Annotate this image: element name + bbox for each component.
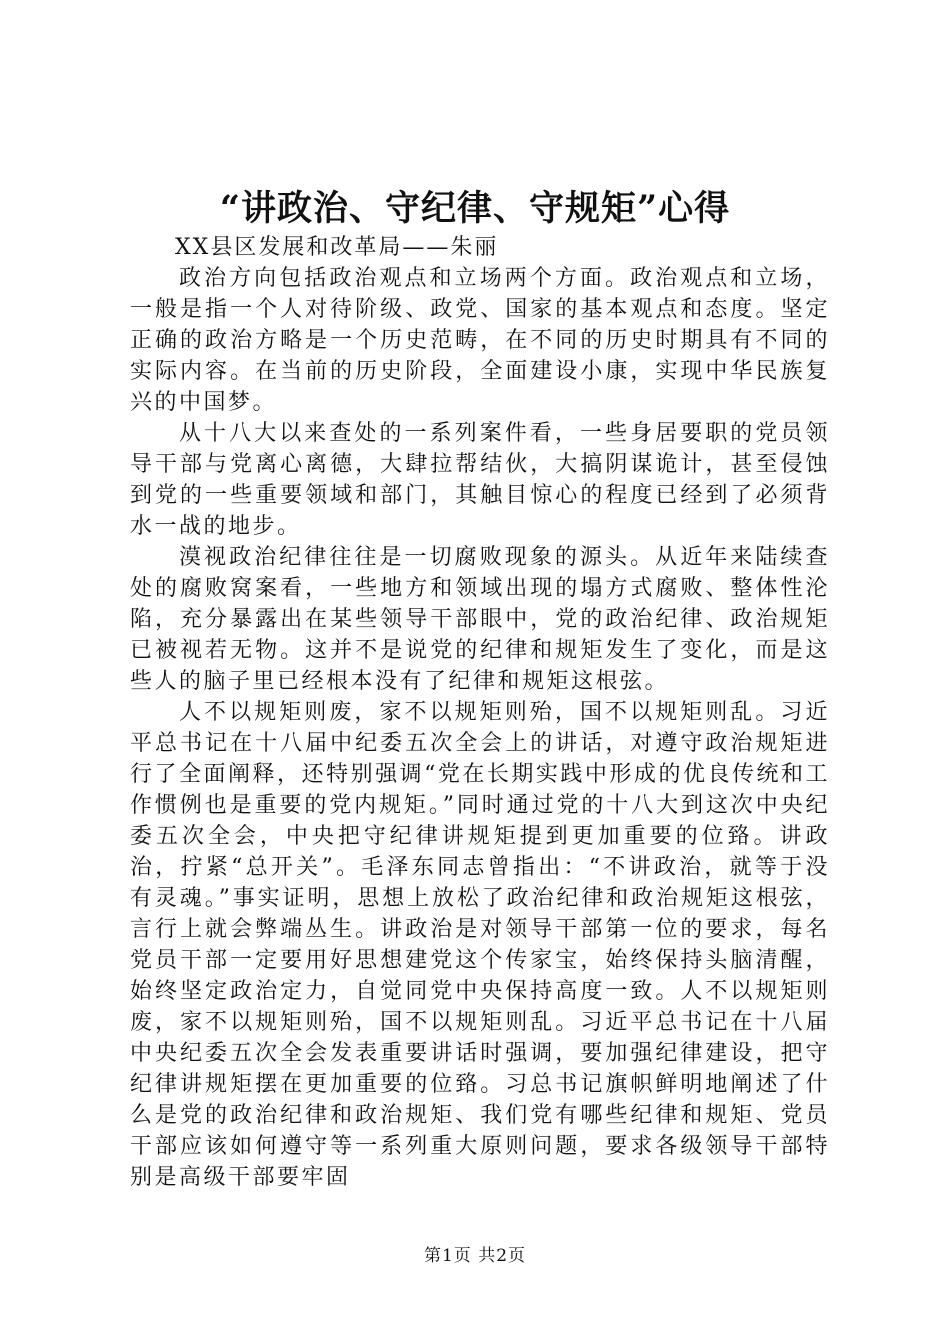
paragraph-1: 政治方向包括政治观点和立场两个方面。政治观点和立场，一般是指一个人对待阶级、政党、国家的基本观点和态度。坚定正确的政治方略是一个历史范畴，在不同的历史时期具有不同的实际内容。在当前的历史阶段，全面建设小康，实现中华民族复兴的中国梦。: [130, 266, 830, 415]
document-body: [130, 232, 830, 1193]
paragraph-4: 人不以规矩则废，家不以规矩则殆，国不以规矩则乱。习近平总书记在十八届中纪委五次全会上的讲话，对遵守政治规矩进行了全面阐释，还特别强调“党在长期实践中形成的优良传统和工作惯例也是重要的党内规矩。”同时通过党的十八大到这次中央纪委五次全会，中央把守纪律讲规矩提到更加重要的位臵。讲政治，拧紧“总开关”。毛泽东同志曾指出：“不讲政治，就等于没有灵魂。”事实证明，思想上放松了政治纪律和政治规矩这根弦，言行上就会弊端丛生。讲政治是对领导干部第一位的要求，每名党员干部一定要用好思想建党这个传家宝，始终保持头脑清醒，始终坚定政治定力，自觉同党中央保持高度一致。人不以规矩则废，家不以规矩则殆，国不以规矩则乱。习近平总书记在十八届中央纪委五次全会发表重要讲话时强调，要加强纪律建设，把守纪律讲规矩摆在更加重要的位臵。习总书记旗帜鲜明地阐述了什么是党的政治纪律和政治规矩、我们党有哪些纪律和规矩、党员干部应该如何遵守等一系列重大原则问题，要求各级领导干部特别是高级干部要牢固: [130, 700, 830, 1190]
document-title: “讲政治、守纪律、守规矩”心得: [219, 188, 731, 229]
author-line: XX县区发展和改革局——朱丽: [175, 235, 499, 260]
page-number-footer: 第1页 共2页: [423, 1246, 527, 1266]
paragraph-3: 漠视政治纪律往往是一切腐败现象的源头。从近年来陆续查处的腐败窝案看，一些地方和领域出现的塌方式腐败、整体性沦陷，充分暴露出在某些领导干部眼中，党的政治纪律、政治规矩已被视若无物。这并不是说党的纪律和规矩发生了变化，而是这些人的脑子里已经根本没有了纪律和规矩这根弦。: [130, 545, 830, 694]
paragraph-2: 从十八大以来查处的一系列案件看，一些身居要职的党员领导干部与党离心离德，大肆拉帮结伙，大搞阴谋诡计，甚至侵蚀到党的一些重要领域和部门，其触目惊心的程度已经到了必须背水一战的地步。: [130, 421, 830, 539]
